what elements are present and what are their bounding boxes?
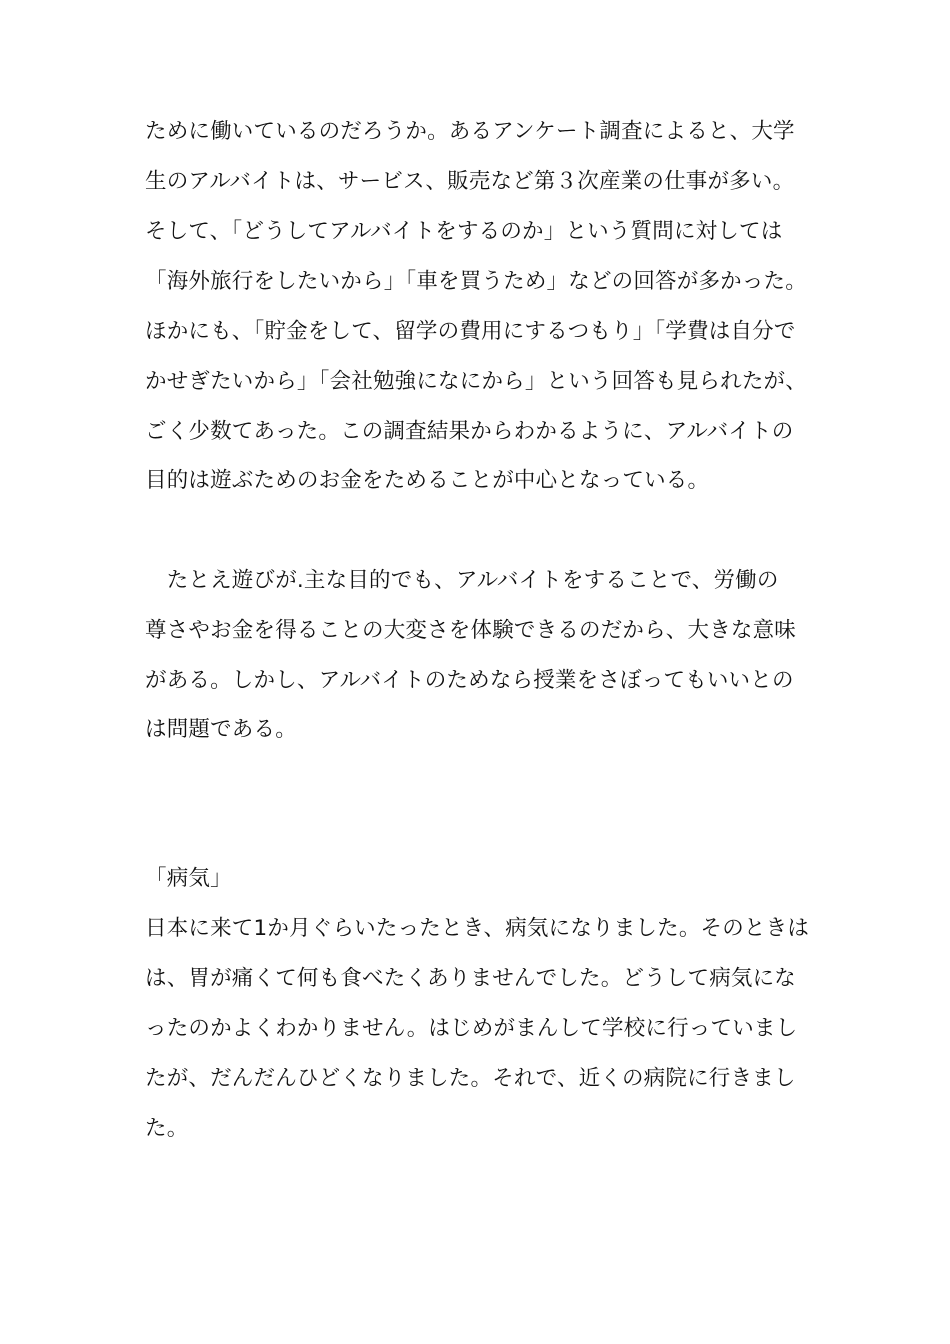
- section2-line-2: は、胃が痛くて何も食べたくありませんでした。どうして病気にな: [145, 966, 797, 991]
- section2-line-3: ったのかよくわかりません。はじめがまんして学校に行っていまし: [145, 1016, 798, 1041]
- section2-line-1: 日本に来て1か月ぐらいたったとき、病気になりました。そのときは: [145, 916, 810, 941]
- section2-line-5: た。: [145, 1116, 189, 1141]
- paragraph2-line-2: 尊さやお金を得ることの大変さを体験できるのだから、大きな意味: [145, 618, 797, 643]
- paragraph1-line-5: ほかにも、「貯金をして、留学の費用にするつもり」「学費は自分で: [145, 319, 796, 344]
- paragraph2-line-4: は問題である。: [145, 717, 297, 742]
- paragraph1-line-4: 「海外旅行をしたいから」「車を買うため」などの回答が多かった。: [145, 269, 807, 294]
- paragraph2-line-1: たとえ遊びが.主な目的でも、アルバイトをすることで、労働の: [145, 568, 779, 593]
- section-heading: 「病気」: [145, 866, 232, 891]
- paragraph2-line-3: がある。しかし、アルバイトのためなら授業をさぼってもいいとの: [145, 668, 794, 693]
- paragraph1-line-3: そして、「どうしてアルバイトをするのか」という質問に対しては: [145, 219, 783, 244]
- paragraph1-line-7: ごく少数てあった。この調査結果からわかるように、アルバイトの: [145, 419, 794, 444]
- section2-line-4: たが、だんだんひどくなりました。それで、近くの病院に行きまし: [145, 1066, 796, 1091]
- paragraph1-line-2: 生のアルバイトは、サービス、販売など第３次産業の仕事が多い。: [145, 169, 795, 194]
- paragraph1-line-6: かせぎたいから」「会社勉強になにから」という回答も見られたが、: [145, 369, 807, 394]
- paragraph1-line-8: 目的は遊ぶためのお金をためることが中心となっている。: [145, 468, 710, 493]
- paragraph1-line-1: ために働いているのだろうか。あるアンケート調査によると、大学: [145, 119, 795, 144]
